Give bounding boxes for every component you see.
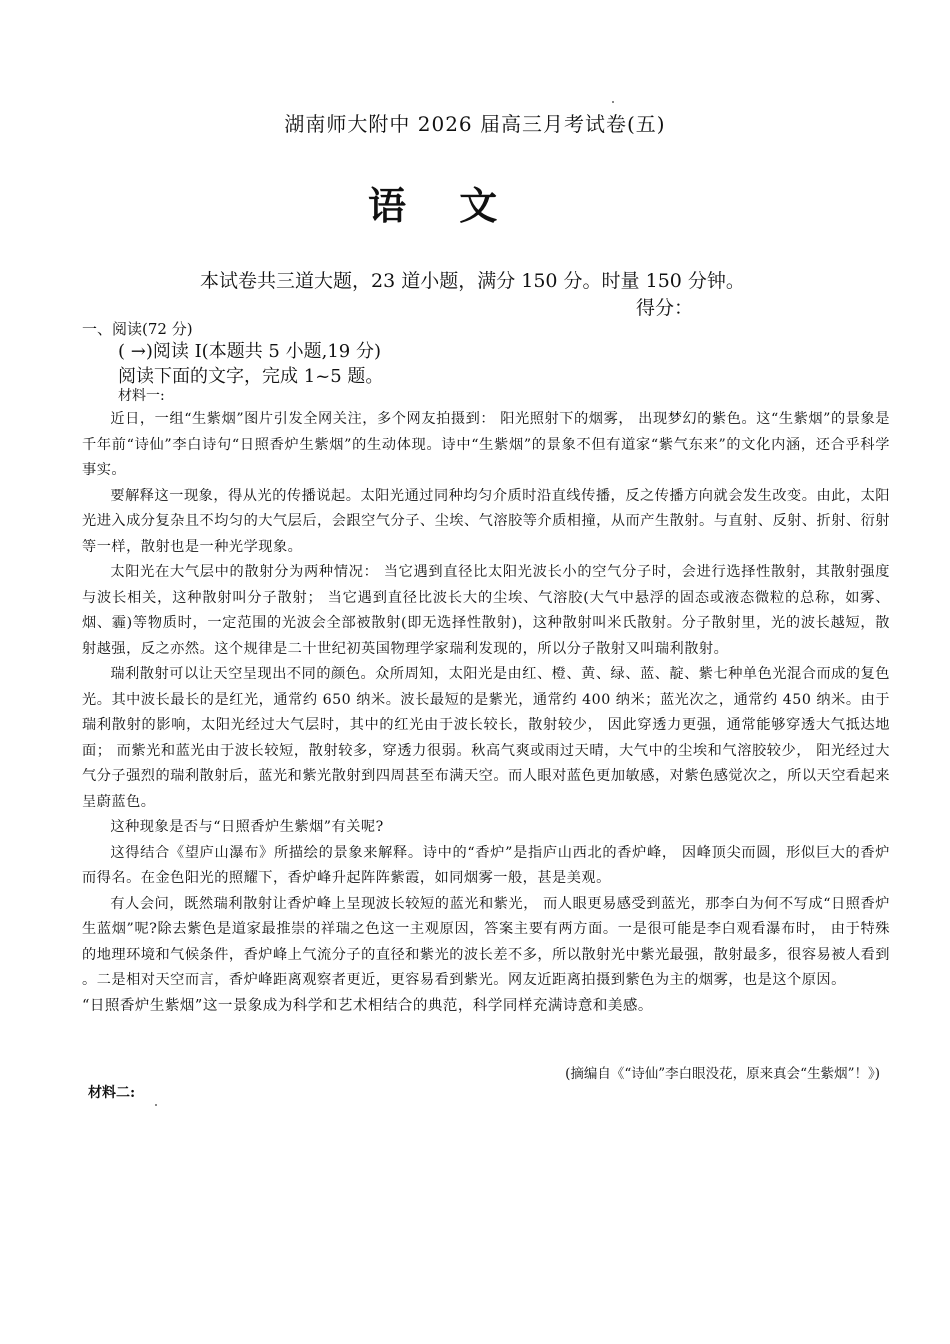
section-heading: 一、阅读(72 分) bbox=[82, 320, 193, 338]
subject-title: 语 文 bbox=[368, 184, 518, 228]
scan-dot-mark bbox=[155, 1104, 157, 1106]
article-paragraph: 太阳光在大气层中的散射分为两种情况： 当它遇到直径比太阳光波长小的空气分子时，会进行选择性散射，其散射强度与波长相关，这种散射叫分子散射； 当它遇到直径比波长大的尘埃、气溶胶(大气中悬浮的固态或液态微粒的总称，如雾、烟、霾)等物质时，一定范围的光波会全部被散射(即无选择性散射)，这种散射叫米氏散射。分子散射里，光的波长越短，散射越强，反之亦然。这个规律是二十世纪初英国物理学家瑞利发现的，所以分子散射又叫瑞利散射。 bbox=[82, 564, 890, 657]
article-paragraph: 要解释这一现象，得从光的传播说起。太阳光通过同种均匀介质时沿直线传播，反之传播方向就会发生改变。由此，太阳光进入成分复杂且不均匀的大气层后，会跟空气分子、尘埃、气溶胶等介质相撞，从而产生散射。与直射、反射、折射、衍射等一样，散射也是一种光学现象。 bbox=[82, 487, 890, 555]
material-one-label: 材料一: bbox=[118, 388, 165, 404]
reading-instruction: 阅读下面的文字，完成 1~5 题。 bbox=[118, 366, 384, 387]
score-label: 得分： bbox=[636, 297, 694, 319]
part-heading: ( →)阅读 I(本题共 5 小题,19 分) bbox=[118, 341, 381, 362]
article-paragraph: 瑞利散射可以让天空呈现出不同的颜色。众所周知，太阳光是由红、橙、黄、绿、蓝、靛、紫七种单色光混合而成的复色光。其中波长最长的是红光，通常约 650 纳米。波长最短的是紫光，通常约 400 纳米；蓝光次之，通常约 450 纳米。由于瑞利散射的影响，太阳光经过大气层时，其中的红光由于波长较长，散射较少， 因此穿透力更强，通常能够穿透大气抵达地面； 而紫光和蓝光由于波长较短，散射较多，穿透力很弱。秋高气爽或雨过天晴，大气中的尘埃和气溶胶较少， 阳光经过大气分子强烈的瑞利散射后，蓝光和紫光散射到四周甚至布满天空。而人眼对蓝色更加敏感，对紫色感觉次之，所以天空看起来呈蔚蓝色。 bbox=[82, 666, 890, 810]
article-paragraph: 近日，一组“生紫烟”图片引发全网关注，多个网友拍摄到： 阳光照射下的烟雾， 出现梦幻的紫色。这“生紫烟”的景象是千年前“诗仙”李白诗句“日照香炉生紫烟”的生动体现。诗中“生紫烟”的景象不但有道家“紫气东来”的文化内涵，还合乎科学事实。 bbox=[82, 411, 890, 478]
article-paragraph: 有人会问，既然瑞利散射让香炉峰上呈现波长较短的蓝光和紫光， 而人眼更易感受到蓝光，那李白为何不写成“日照香炉生蓝烟”呢?除去紫色是道家最推崇的祥瑞之色这一主观原因，答案主要有两方面。一是很可能是李白观看瀑布时， 由于特殊的地理环境和气候条件，香炉峰上气流分子的直径和紫光的波长差不多，所以散射光中紫光最强，散射最多，很容易被人看到 。二是相对天空而言，香炉峰距离观察者更近，更容易看到紫光。网友近距离拍摄到紫色为主的烟雾，也是这个原因。 bbox=[82, 895, 890, 988]
material-two-label: 材料二: bbox=[88, 1085, 136, 1101]
article-paragraph: 这种现象是否与“日照香炉生紫烟”有关呢? bbox=[110, 819, 384, 835]
article-paragraph: 这得结合《望庐山瀑布》所描绘的景象来解释。诗中的“香炉”是指庐山西北的香炉峰， 因峰顶尖而圆，形似巨大的香炉而得名。在金色阳光的照耀下，香炉峰升起阵阵紫霞，如同烟雾一般，甚是美观。 bbox=[82, 844, 890, 886]
exam-info: 本试卷共三道大题，23 道小题，满分 150 分。时量 150 分钟。 bbox=[200, 270, 745, 292]
scan-dot-mark bbox=[612, 101, 614, 103]
article-closing: “日照香炉生紫烟”这一景象成为科学和艺术相结合的典范，科学同样充满诗意和美感。 bbox=[82, 997, 653, 1014]
article-source: (摘编自《“诗仙”李白眼没花，原来真会“生紫烟”！》) bbox=[565, 1066, 880, 1082]
article-body bbox=[82, 407, 890, 1019]
exam-title: 湖南师大附中 2026 届高三月考试卷(五) bbox=[284, 112, 666, 136]
